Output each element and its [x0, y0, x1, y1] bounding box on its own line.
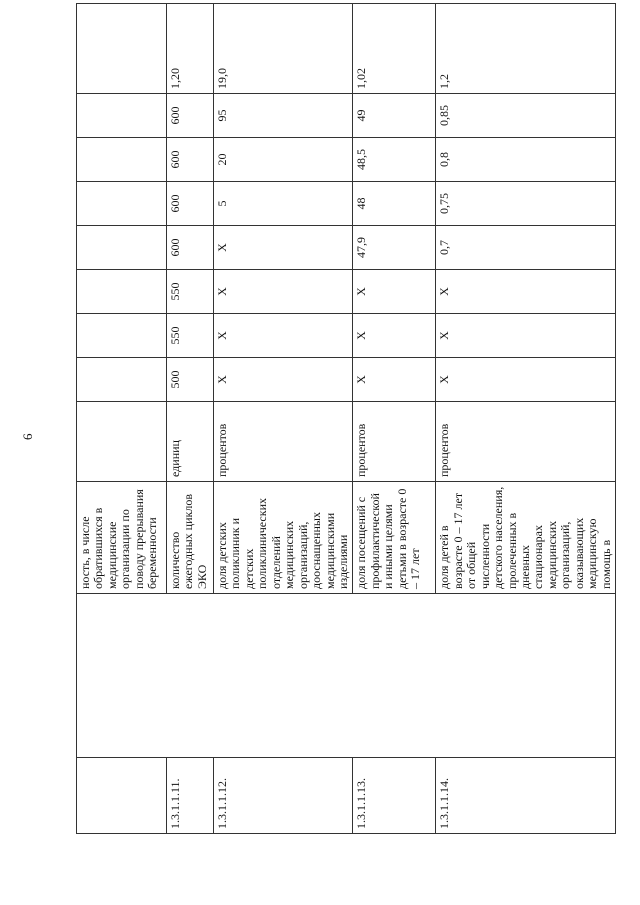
row-number [77, 758, 167, 834]
row-number: 1.3.1.1.12. [214, 758, 353, 834]
value-cell: Х [353, 270, 436, 314]
value-cell: 48,5 [353, 138, 436, 182]
value-cell: Х [214, 358, 353, 402]
value-cell: 19,0 [214, 4, 353, 94]
value-cell [77, 314, 167, 358]
value-cell: Х [436, 270, 616, 314]
value-cell: 20 [214, 138, 353, 182]
value-cell: 49 [353, 94, 436, 138]
value-cell [77, 270, 167, 314]
value-cell: 0,8 [436, 138, 616, 182]
value-cell: 500 [167, 358, 214, 402]
value-cell: Х [214, 226, 353, 270]
value-cell: 600 [167, 182, 214, 226]
unit-cell: процентов [353, 402, 436, 482]
value-cell: 600 [167, 138, 214, 182]
value-cell [77, 182, 167, 226]
indicator-name: доля детских поликлиник и детских поликлинических отделений медицинских организаций, дооснащенных медицинскими изделиями [214, 482, 353, 594]
value-cell [77, 138, 167, 182]
indicator-name: доля посещений с профилактической и иными целями детьми в возрасте 0 – 17 лет [353, 482, 436, 594]
indicator-name: ность, в числе обратившихся в медицинские организации по поводу прерывания беременности [77, 482, 167, 594]
value-cell: 600 [167, 226, 214, 270]
value-cell: 95 [214, 94, 353, 138]
value-cell: Х [353, 358, 436, 402]
value-cell: Х [436, 314, 616, 358]
row-number: 1.3.1.1.11. [167, 758, 214, 834]
indicator-name: количество ежегодных циклов ЭКО [167, 482, 214, 594]
table-row [77, 4, 167, 834]
value-cell: Х [214, 270, 353, 314]
value-cell: 0,7 [436, 226, 616, 270]
value-cell [77, 4, 167, 94]
indicators-table [76, 3, 616, 834]
value-cell [77, 226, 167, 270]
value-cell: 550 [167, 314, 214, 358]
page-number: 6 [20, 433, 35, 440]
value-cell: 600 [167, 94, 214, 138]
row-number: 1.3.1.1.14. [436, 758, 616, 834]
unit-cell: процентов [436, 402, 616, 482]
value-cell [77, 358, 167, 402]
unit-cell [77, 402, 167, 482]
value-cell: 0,75 [436, 182, 616, 226]
value-cell: 1,2 [436, 4, 616, 94]
row-number: 1.3.1.1.13. [353, 758, 436, 834]
unit-cell: процентов [214, 402, 353, 482]
value-cell: Х [436, 358, 616, 402]
value-cell: Х [214, 314, 353, 358]
value-cell: 47,9 [353, 226, 436, 270]
value-cell: 0,85 [436, 94, 616, 138]
value-cell: 48 [353, 182, 436, 226]
value-cell: 550 [167, 270, 214, 314]
value-cell: 5 [214, 182, 353, 226]
value-cell: 1,20 [167, 4, 214, 94]
value-cell: Х [353, 314, 436, 358]
unit-cell: единиц [167, 402, 214, 482]
value-cell: 1,02 [353, 4, 436, 94]
indicator-name: доля детей в возрасте 0 – 17 лет от общей численности детского населения, пролеченных в дневных стационарах медицинских организаций, оказывающих медицинскую помощь в [436, 482, 616, 594]
blank-cell [77, 594, 616, 758]
rotated-table-wrapper [76, 44, 613, 834]
value-cell [77, 94, 167, 138]
